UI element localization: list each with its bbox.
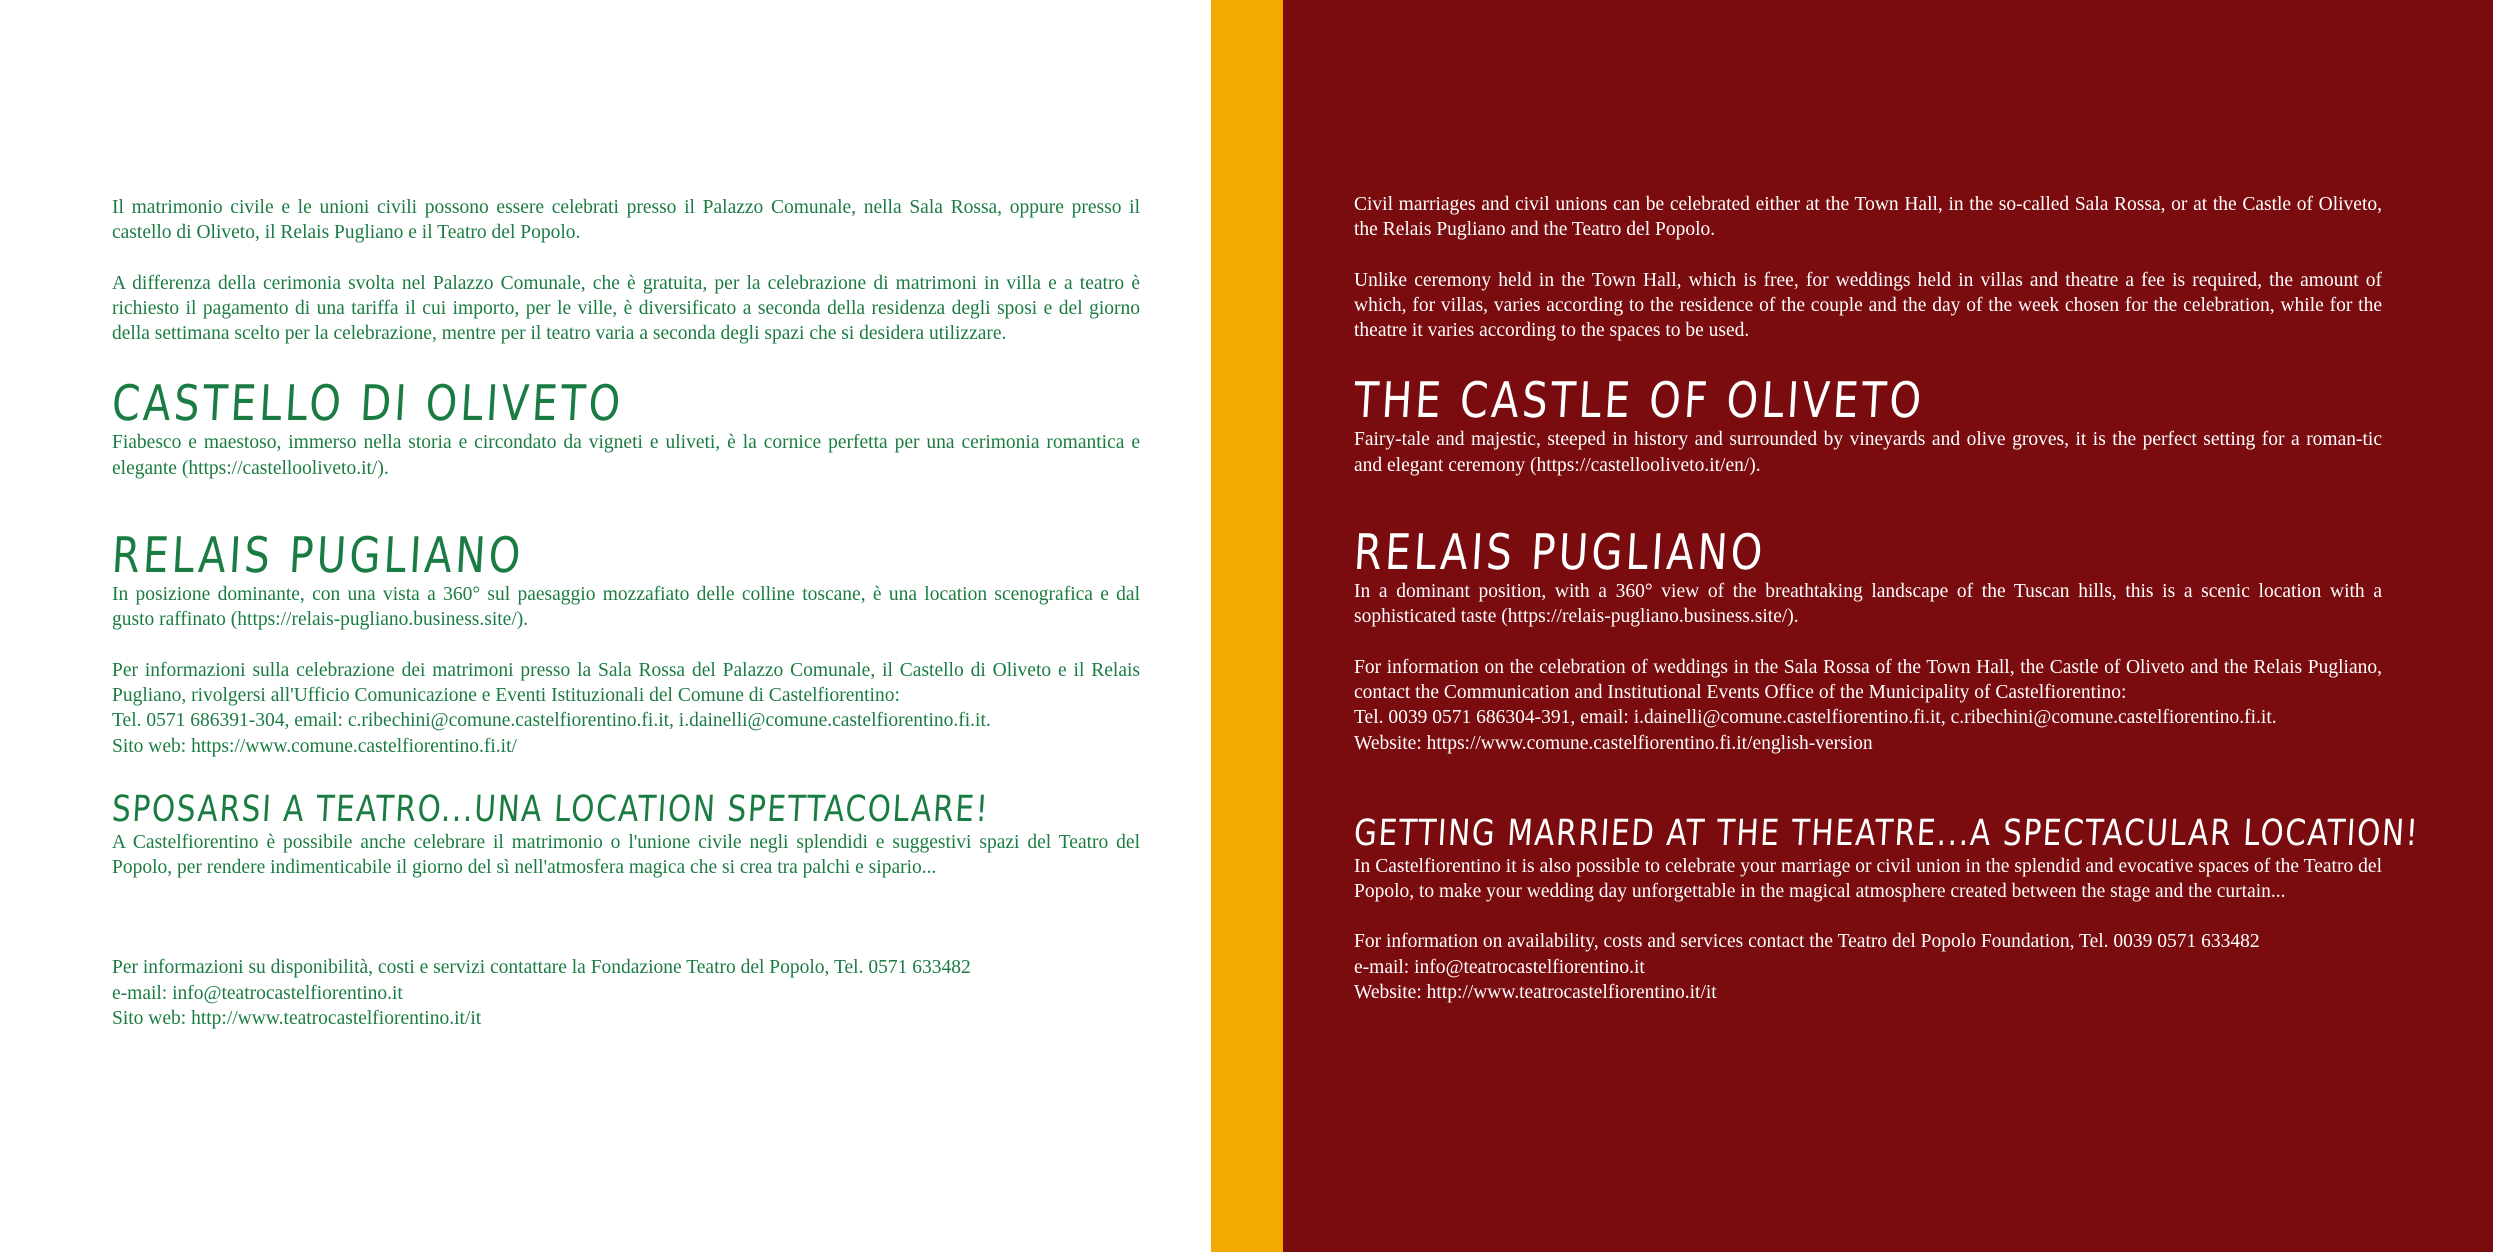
info-tel-en: Tel. 0039 0571 686304-391, email: i.dainelli@comune.castelfiorentino.fi.it, c.ribechini@comune.castelfiorentino.fi.it. xyxy=(1354,707,2277,729)
english-page xyxy=(1283,0,2493,1252)
info-intro-it: Per informazioni sulla celebrazione dei matrimoni presso la Sala Rossa del Palazzo Comunale, il Castello di Oliveto e il Relais Pugliano, rivolgersi all'Ufficio Comunicazione e Eventi Istituzionali del Comune di Castelfiorentino: xyxy=(112,659,1140,706)
italian-page xyxy=(0,0,1211,1252)
castle-text: Fairy-tale and majestic, steeped in history and surrounded by vineyards and olive groves, it is the perfect setting for a roman-tic and elegant ceremony (https://castellooliveto.it/en/). xyxy=(1354,429,2382,476)
info-intro-en: For information on the celebration of weddings in the Sala Rossa of the Town Hall, the Castle of Oliveto and the Relais Pugliano, contact the Communication and Institutional Events Office of the Municipality of Castelfiorentino: xyxy=(1354,656,2382,703)
theatre-web-en[interactable]: Website: http://www.teatrocastelfiorentino.it/it xyxy=(1354,982,1717,1004)
teatro-info-it: Per informazioni su disponibilità, costi e servizi contattare la Fondazione Teatro del Popolo, Tel. 0571 633482 xyxy=(112,957,971,979)
relais-heading-it: RELAIS PUGLIANO xyxy=(110,527,526,585)
info-web-it[interactable]: Sito web: https://www.comune.castelfiorentino.fi.it/ xyxy=(112,735,517,757)
italian-column xyxy=(112,195,1140,1031)
relais-text-it: In posizione dominante, con una vista a 360° sul paesaggio mozzafiato delle colline toscane, è una location scenografica e dal gusto raffinato (https://relais-pugliano.business.site/). xyxy=(112,584,1140,631)
theatre-email-en[interactable]: e-mail: info@teatrocastelfiorentino.it xyxy=(1354,956,1645,978)
english-intro-2: Unlike ceremony held in the Town Hall, which is free, for weddings held in villas and theatre a fee is required, the amount of which, for villas, varies according to the residence of the couple and the day of the week chosen for the celebration, while for the theatre it varies according to the spaces to be used. xyxy=(1354,269,2382,342)
relais-heading-en: RELAIS PUGLIANO xyxy=(1352,524,1768,582)
castle-heading: THE CASTLE OF OLIVETO xyxy=(1352,372,1927,430)
theatre-info-en: For information on availability, costs and services contact the Teatro del Popolo Foundation, Tel. 0039 0571 633482 xyxy=(1354,931,2260,953)
theatre-heading: GETTING MARRIED AT THE THEATRE...A SPECTACULAR LOCATION! xyxy=(1352,812,2421,854)
info-tel-it: Tel. 0571 686391-304, email: c.ribechini@comune.castelfiorentino.fi.it, i.dainelli@comune.castelfiorentino.fi.it. xyxy=(112,710,991,732)
italian-intro-2: A differenza della cerimonia svolta nel Palazzo Comunale, che è gratuita, per la celebrazione di matrimoni in villa e a teatro è richiesto il pagamento di una tariffa il cui importo, per le ville, è diversificato a seconda della residenza degli sposi e del giorno della settimana scelto per la celebrazione, mentre per il teatro varia a seconda degli spazi che si desidera utilizzare. xyxy=(112,272,1140,345)
castello-heading: CASTELLO DI OLIVETO xyxy=(110,375,626,433)
teatro-text: A Castelfiorentino è possibile anche celebrare il matrimonio o l'unione civile negli splendidi e suggestivi spazi del Teatro del Popolo, per rendere indimenticabile il giorno del sì nell'atmosfera magica che si crea tra palchi e sipario... xyxy=(112,831,1140,879)
info-web-en[interactable]: Website: https://www.comune.castelfiorentino.fi.it/english-version xyxy=(1354,732,1873,754)
relais-text-en: In a dominant position, with a 360° view of the breathtaking landscape of the Tuscan hills, this is a scenic location with a sophisticated taste (https://relais-pugliano.business.site/). xyxy=(1354,581,2382,628)
teatro-heading: SPOSARSI A TEATRO...UNA LOCATION SPETTACOLARE! xyxy=(110,788,991,830)
english-column xyxy=(1352,192,2421,1005)
gold-divider-band xyxy=(1211,0,1283,1252)
castello-text: Fiabesco e maestoso, immerso nella storia e circondato da vigneti e uliveti, è la cornice perfetta per una cerimonia romantica e elegante (https://castellooliveto.it/). xyxy=(112,432,1140,479)
english-intro-1: Civil marriages and civil unions can be celebrated either at the Town Hall, in the so-called Sala Rossa, or at the Castle of Oliveto, the Relais Pugliano and the Teatro del Popolo. xyxy=(1354,194,2382,241)
italian-intro-1: Il matrimonio civile e le unioni civili possono essere celebrati presso il Palazzo Comunale, nella Sala Rossa, oppure presso il castello di Oliveto, il Relais Pugliano e il Teatro del Popolo. xyxy=(112,197,1140,244)
teatro-email-it[interactable]: e-mail: info@teatrocastelfiorentino.it xyxy=(112,982,403,1004)
teatro-web-it[interactable]: Sito web: http://www.teatrocastelfiorentino.it/it xyxy=(112,1008,482,1030)
theatre-text: In Castelfiorentino it is also possible to celebrate your marriage or civil union in the splendid and evocative spaces of the Teatro del Popolo, to make your wedding day unforgettable in the magical atmosphere created between the stage and the curtain... xyxy=(1354,855,2382,903)
